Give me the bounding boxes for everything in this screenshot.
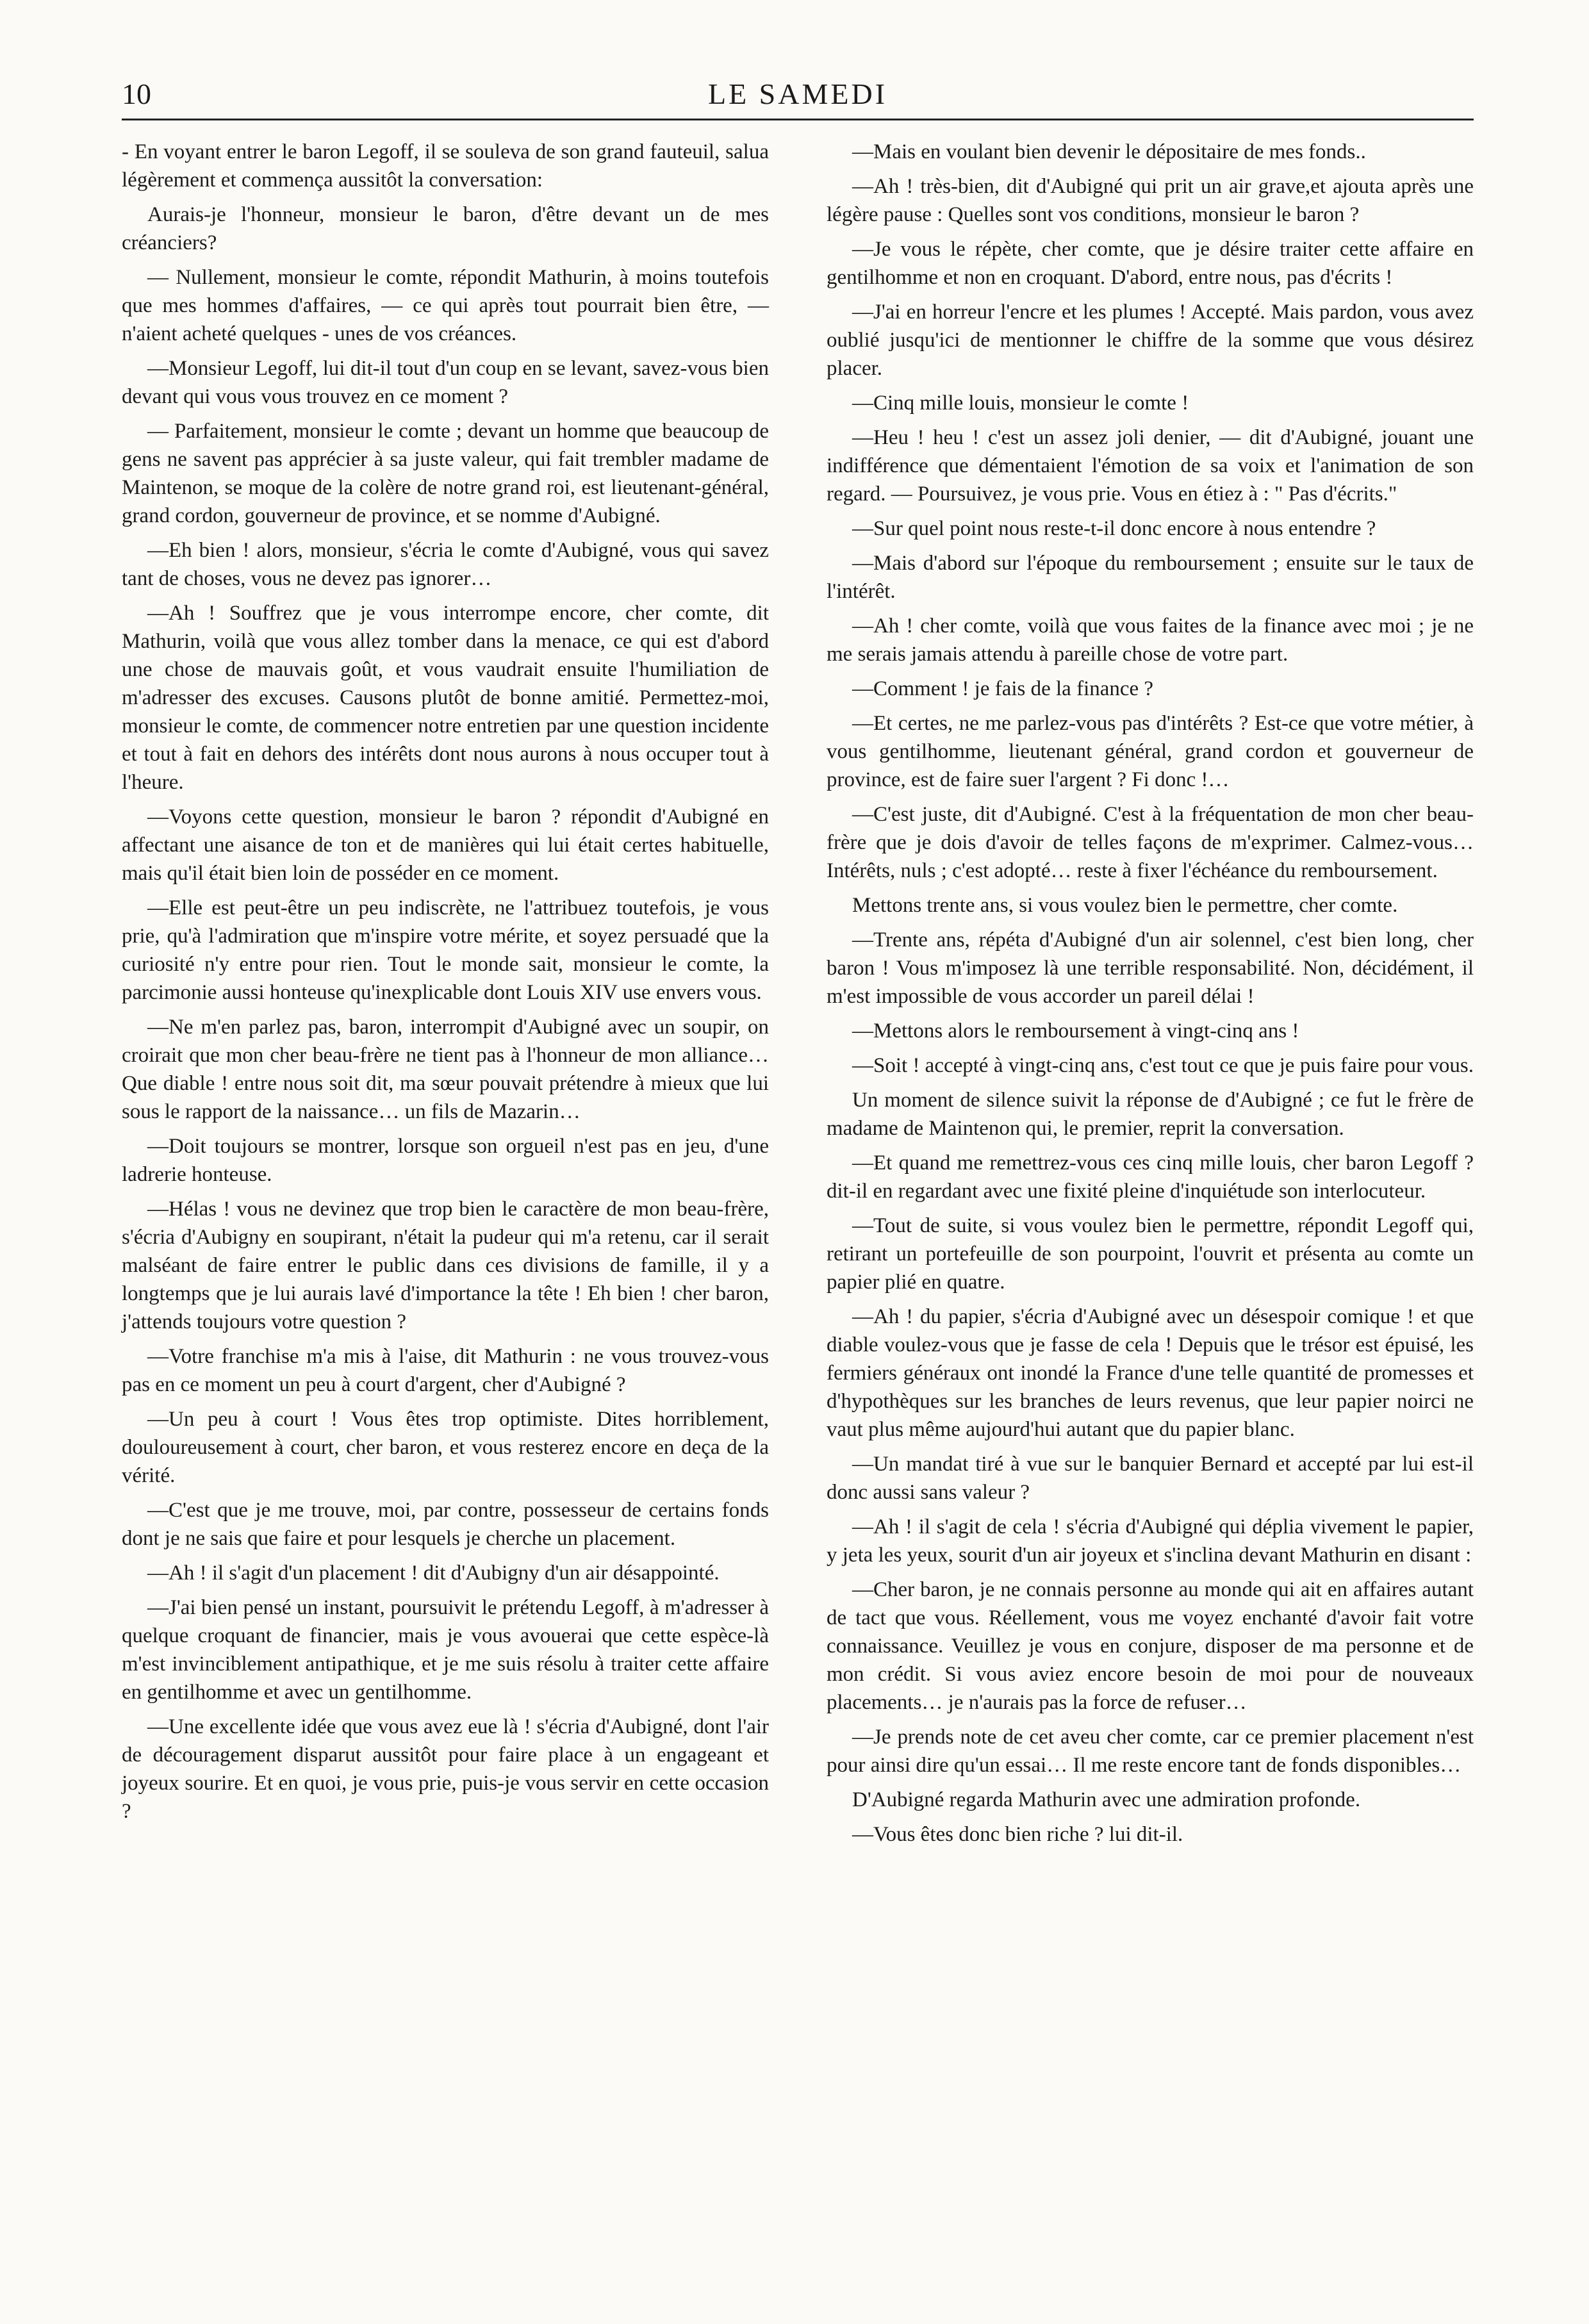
left-column bbox=[122, 138, 769, 1832]
paragraph: —J'ai bien pensé un instant, poursuivit le prétendu Legoff, à m'adresser à quelque croquant de financier, mais je vous avouerai que cette espèce-là m'est invinciblement antipathique, et je me suis résolu à traiter cette affaire en gentilhomme et avec un gentilhomme. bbox=[122, 1596, 769, 1704]
paragraph: —Je vous le répète, cher comte, que je désire traiter cette affaire en gentilhomme et non en croquant. D'abord, entre nous, pas d'écrits ! bbox=[827, 238, 1474, 289]
paragraph: Aurais-je l'honneur, monsieur le baron, d'être devant un de mes créanciers? bbox=[122, 203, 769, 254]
paragraph: —Ne m'en parlez pas, baron, interrompit d'Aubigné avec un soupir, on croirait que mon cher beau-frère ne tient pas à l'honneur de mon alliance… Que diable ! entre nous soit dit, ma sœur pouvait prétendre à mieux que lui sous le rapport de la naissance… un fils de Mazarin… bbox=[122, 1016, 769, 1123]
paragraph: —Elle est peut-être un peu indiscrète, ne l'attribuez toutefois, je vous prie, qu'à l'admiration que m'inspire votre mérite, et soyez persuadé que la curiosité n'y entre pour rien. Tout le monde sait, monsieur le comte, la parcimonie aussi honteuse qu'inexplicable dont Louis XIV use envers vous. bbox=[122, 896, 769, 1004]
paragraph: —Comment ! je fais de la finance ? bbox=[852, 677, 1154, 700]
paragraph: —Je prends note de cet aveu cher comte, car ce premier placement n'est pour ainsi dire qu'un essai… Il me reste encore tant de fonds disponibles… bbox=[827, 1726, 1474, 1777]
paragraph: —Eh bien ! alors, monsieur, s'écria le comte d'Aubigné, vous qui savez tant de choses, vous ne devez pas ignorer… bbox=[122, 539, 769, 590]
paragraph: —Et certes, ne me parlez-vous pas d'intérêts ? Est-ce que votre métier, à vous gentilhomme, lieutenant général, grand cordon et gouverneur de province, est de faire suer l'argent ? Fi donc !… bbox=[827, 712, 1474, 791]
paragraph: —Trente ans, répéta d'Aubigné d'un air solennel, c'est bien long, cher baron ! Vous m'imposez là une terrible responsabilité. Non, décidément, il m'est impossible de vous accorder un pareil délai ! bbox=[827, 928, 1474, 1008]
page-number: 10 bbox=[122, 78, 151, 110]
paragraph: —Cher baron, je ne connais personne au monde qui ait en affaires autant de tact que vous. Réellement, vous me voyez enchanté d'avoir fait votre connaissance. Veuillez je vous en conjure, disposer de ma personne et de mon crédit. Si vous aviez encore besoin de moi pour de nouveaux placements… je n'aurais pas la force de refuser… bbox=[827, 1578, 1474, 1714]
paragraph: —Monsieur Legoff, lui dit-il tout d'un coup en se levant, savez-vous bien devant qui vous vous trouvez en ce moment ? bbox=[122, 357, 769, 408]
paragraph: —Tout de suite, si vous voulez bien le permettre, répondit Legoff qui, retirant un portefeuille de son pourpoint, l'ouvrit et présenta au comte un papier plié en quatre. bbox=[827, 1214, 1474, 1294]
paragraph: — Parfaitement, monsieur le comte ; devant un homme que beaucoup de gens ne savent pas apprécier à sa juste valeur, qui fait trembler madame de Maintenon, se moque de la colère de notre grand roi, est lieutenant-général, grand cordon, gouverneur de province, et se nomme d'Aubigné. bbox=[122, 420, 769, 527]
paragraph: —Ah ! Souffrez que je vous interrompe encore, cher comte, dit Mathurin, voilà que vous allez tomber dans la menace, ce qui est d'abord une chose de mauvais goût, et vous vaudrait ensuite l'humiliation de m'adresser des excuses. Causons plutôt de bonne amitié. Permettez-moi, monsieur le comte, de commencer notre entretien par une question incidente et tout à fait en dehors des intérêts dont nous aurons à nous occuper tout à l'heure. bbox=[122, 602, 769, 794]
paragraph: —Mettons alors le remboursement à vingt-cinq ans ! bbox=[852, 1019, 1299, 1043]
header-rule bbox=[122, 119, 1474, 120]
paragraph: —Ah ! très-bien, dit d'Aubigné qui prit un air grave,et ajouta après une légère pause : Quelles sont vos conditions, monsieur le baron ? bbox=[827, 175, 1474, 226]
paragraph: —Soit ! accepté à vingt-cinq ans, c'est tout ce que je puis faire pour vous. bbox=[852, 1054, 1474, 1077]
paragraph: —Un mandat tiré à vue sur le banquier Bernard et accepté par lui est-il donc aussi sans valeur ? bbox=[827, 1453, 1474, 1504]
paragraph: —Ah ! il s'agit d'un placement ! dit d'Aubigny d'un air désappointé. bbox=[147, 1562, 720, 1585]
paragraph: —Cinq mille louis, monsieur le comte ! bbox=[852, 391, 1189, 415]
paragraph: —Mais en voulant bien devenir le dépositaire de mes fonds.. bbox=[852, 140, 1366, 163]
paragraph: Un moment de silence suivit la réponse de d'Aubigné ; ce fut le frère de madame de Maintenon qui, le premier, reprit la conversation. bbox=[827, 1089, 1474, 1140]
paragraph: —Hélas ! vous ne devinez que trop bien le caractère de mon beau-frère, s'écria d'Aubigny en soupirant, n'était la pudeur qui m'a retenu, car il serait malséant de faire entrer le public dans ces divisions de famille, il y a longtemps que je lui aurais lavé d'importance la tête ! Eh bien ! cher baron, j'attends toujours votre question ? bbox=[122, 1198, 769, 1333]
paragraph: —C'est que je me trouve, moi, par contre, possesseur de certains fonds dont je ne sais que faire et pour lesquels je cherche un placement. bbox=[122, 1499, 769, 1550]
running-title: LE SAMEDI bbox=[707, 78, 888, 110]
paragraph: —Ah ! du papier, s'écria d'Aubigné avec un désespoir comique ! et que diable voulez-vous que je fasse de cela ! Depuis que le trésor est épuisé, les fermiers généraux ont inondé la France d'une telle quantité de promesses et d'hypothèques sur les branches de leurs revenus, que leur papier noirci ne vaut plus même aujourd'hui autant que du papier blanc. bbox=[827, 1305, 1474, 1441]
right-column bbox=[827, 138, 1474, 1855]
paragraph: —Et quand me remettrez-vous ces cinq mille louis, cher baron Legoff ? dit-il en regardant avec une fixité pleine d'inquiétude son interlocuteur. bbox=[827, 1151, 1474, 1203]
paragraph: —Mais d'abord sur l'époque du remboursement ; ensuite sur le taux de l'intérêt. bbox=[827, 552, 1474, 603]
paragraph: - En voyant entrer le baron Legoff, il se souleva de son grand fauteuil, salua légèrement et commença aussitôt la conversation: bbox=[122, 140, 769, 192]
paragraph: —C'est juste, dit d'Aubigné. C'est à la fréquentation de mon cher beau-frère que je dois d'avoir de telles façons de m'exprimer. Calmez-vous… Intérêts, nuls ; c'est adopté… reste à fixer l'échéance du remboursement. bbox=[827, 803, 1474, 882]
paragraph: D'Aubigné regarda Mathurin avec une admiration profonde. bbox=[852, 1788, 1361, 1811]
paragraph: —Un peu à court ! Vous êtes trop optimiste. Dites horriblement, douloureusement à court, cher baron, et vous resterez encore en deça de la vérité. bbox=[122, 1408, 769, 1487]
paragraph: —J'ai en horreur l'encre et les plumes ! Accepté. Mais pardon, vous avez oublié jusqu'ici de mentionner le chiffre de la somme que vous désirez placer. bbox=[827, 301, 1474, 380]
paragraph: —Voyons cette question, monsieur le baron ? répondit d'Aubigné en affectant une aisance de ton et de manières qui lui était certes habituelle, mais qu'il était bien loin de posséder en ce moment. bbox=[122, 805, 769, 885]
paragraph: —Heu ! heu ! c'est un assez joli denier, — dit d'Aubigné, jouant une indifférence que démentaient l'émotion de sa voix et l'animation de son regard. — Poursuivez, je vous prie. Vous en étiez à : " Pas d'écrits." bbox=[827, 426, 1474, 506]
paragraph: Mettons trente ans, si vous voulez bien le permettre, cher comte. bbox=[852, 894, 1398, 917]
paragraph: —Sur quel point nous reste-t-il donc encore à nous entendre ? bbox=[852, 517, 1376, 540]
page-header bbox=[122, 77, 1474, 115]
paragraph: —Votre franchise m'a mis à l'aise, dit Mathurin : ne vous trouvez-vous pas en ce moment un peu à court d'argent, cher d'Aubigné ? bbox=[122, 1345, 769, 1396]
paragraph: —Ah ! il s'agit de cela ! s'écria d'Aubigné qui déplia vivement le papier, y jeta les yeux, sourit d'un air joyeux et s'inclina devant Mathurin en disant : bbox=[827, 1515, 1474, 1567]
paragraph: —Une excellente idée que vous avez eue là ! s'écria d'Aubigné, dont l'air de découragement disparut aussitôt pour faire place à un engageant et joyeux sourire. Et en quoi, je vous prie, puis-je vous servir en cette occasion ? bbox=[122, 1715, 769, 1823]
paragraph: — Nullement, monsieur le comte, répondit Mathurin, à moins toutefois que mes hommes d'affaires, — ce qui après tout pourrait bien être, — n'aient acheté quelques - unes de vos créances. bbox=[122, 266, 769, 345]
paragraph: —Vous êtes donc bien riche ? lui dit-il. bbox=[852, 1823, 1183, 1846]
paragraph: —Doit toujours se montrer, lorsque son orgueil n'est pas en jeu, d'une ladrerie honteuse. bbox=[122, 1135, 769, 1186]
paragraph: —Ah ! cher comte, voilà que vous faites de la finance avec moi ; je ne me serais jamais attendu à pareille chose de votre part. bbox=[827, 614, 1474, 666]
